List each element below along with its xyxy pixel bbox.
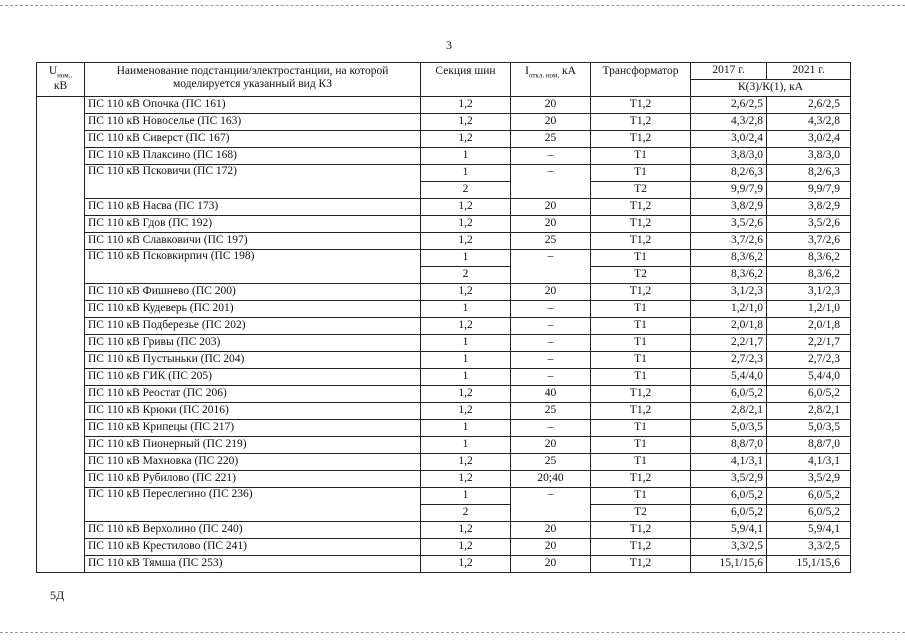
transformer: Т1: [591, 369, 691, 386]
breaking-current: 25: [511, 454, 591, 471]
breaking-current: 20: [511, 199, 591, 216]
header-transformer: Трансформатор: [591, 63, 691, 97]
value-2017: 2,8/2,1: [691, 403, 767, 420]
bus-section: 1: [421, 369, 511, 386]
table-row: [37, 148, 851, 165]
value-2017: 2,0/1,8: [691, 318, 767, 335]
value-2017: 15,1/15,6: [691, 556, 767, 573]
value-2021: 6,0/5,2: [767, 488, 851, 505]
header-year-2017: 2017 г.: [691, 63, 767, 80]
transformer: Т1,2: [591, 216, 691, 233]
bus-section: 1,2: [421, 522, 511, 539]
table-row: [37, 250, 851, 267]
bus-section: 1,2: [421, 539, 511, 556]
bus-section: 1: [421, 165, 511, 182]
breaking-current: –: [511, 420, 591, 437]
breaking-current: –: [511, 488, 591, 522]
substation-name: ПС 110 кВ Крюки (ПС 2016): [85, 403, 421, 420]
substation-name: ПС 110 кВ Славковичи (ПС 197): [85, 233, 421, 250]
value-2017: 5,4/4,0: [691, 369, 767, 386]
footer-code: 5Д: [50, 588, 65, 602]
substation-name: ПС 110 кВ Плаксино (ПС 168): [85, 148, 421, 165]
bus-section: 1: [421, 420, 511, 437]
substation-name: ПС 110 кВ Верхолино (ПС 240): [85, 522, 421, 539]
substation-name: ПС 110 кВ ГИК (ПС 205): [85, 369, 421, 386]
table-row: [37, 352, 851, 369]
table-row: [37, 131, 851, 148]
value-2017: 6,0/5,2: [691, 488, 767, 505]
table-row: [37, 165, 851, 182]
transformer: Т1: [591, 318, 691, 335]
value-2017: 4,3/2,8: [691, 114, 767, 131]
value-2017: 3,7/2,6: [691, 233, 767, 250]
substation-name: ПС 110 кВ Опочка (ПС 161): [85, 97, 421, 114]
value-2017: 3,5/2,9: [691, 471, 767, 488]
table-row: [37, 335, 851, 352]
table-row: [37, 556, 851, 573]
value-2017: 1,2/1,0: [691, 301, 767, 318]
table-row: [37, 454, 851, 471]
value-2017: 2,6/2,5: [691, 97, 767, 114]
value-2017: 6,0/5,2: [691, 386, 767, 403]
transformer: Т1: [591, 165, 691, 182]
bus-section: 1,2: [421, 131, 511, 148]
bus-section: 2: [421, 505, 511, 522]
breaking-current: –: [511, 369, 591, 386]
breaking-current: 25: [511, 131, 591, 148]
substation-name: ПС 110 кВ Махновка (ПС 220): [85, 454, 421, 471]
transformer: Т1,2: [591, 233, 691, 250]
value-2021: 5,0/3,5: [767, 420, 851, 437]
table-row: [37, 369, 851, 386]
value-2017: 8,3/6,2: [691, 267, 767, 284]
breaking-current: –: [511, 352, 591, 369]
value-2021: 3,1/2,3: [767, 284, 851, 301]
value-2021: 2,8/2,1: [767, 403, 851, 420]
bus-section: 1: [421, 335, 511, 352]
scan-edge-top: [0, 5, 905, 6]
table-row: [37, 233, 851, 250]
value-2017: 3,3/2,5: [691, 539, 767, 556]
value-2017: 3,5/2,6: [691, 216, 767, 233]
transformer: Т1: [591, 437, 691, 454]
breaking-current: 20: [511, 539, 591, 556]
table-row: [37, 97, 851, 114]
header-year-2021: 2021 г.: [767, 63, 851, 80]
short-circuit-table: [36, 62, 851, 573]
breaking-current: –: [511, 148, 591, 165]
value-2017: 2,2/1,7: [691, 335, 767, 352]
breaking-current: 20;40: [511, 471, 591, 488]
transformer: Т1: [591, 488, 691, 505]
breaking-current: 25: [511, 403, 591, 420]
value-2017: 5,0/3,5: [691, 420, 767, 437]
transformer: Т2: [591, 505, 691, 522]
substation-name: ПС 110 кВ Псковкирпич (ПС 198): [85, 250, 421, 284]
transformer: Т1,2: [591, 556, 691, 573]
value-2021: 4,3/2,8: [767, 114, 851, 131]
value-2021: 2,7/2,3: [767, 352, 851, 369]
value-2021: 9,9/7,9: [767, 182, 851, 199]
value-2017: 3,8/2,9: [691, 199, 767, 216]
transformer: Т1,2: [591, 522, 691, 539]
header-breaking-current: $I_{откл. ном,}$ кА: [511, 63, 591, 97]
value-2021: 8,2/6,3: [767, 165, 851, 182]
substation-name: ПС 110 кВ Крипецы (ПС 217): [85, 420, 421, 437]
bus-section: 1,2: [421, 454, 511, 471]
bus-section: 1,2: [421, 216, 511, 233]
page-number: 3: [446, 38, 452, 52]
bus-section: 1: [421, 148, 511, 165]
transformer: Т1,2: [591, 199, 691, 216]
value-2021: 3,5/2,9: [767, 471, 851, 488]
value-2017: 8,8/7,0: [691, 437, 767, 454]
scan-edge-bottom: [0, 632, 905, 633]
bus-section: 1,2: [421, 199, 511, 216]
breaking-current: –: [511, 165, 591, 199]
substation-name: ПС 110 кВ Реостат (ПС 206): [85, 386, 421, 403]
transformer: Т1,2: [591, 386, 691, 403]
transformer: Т1,2: [591, 471, 691, 488]
bus-section: 1,2: [421, 284, 511, 301]
transformer: Т1: [591, 250, 691, 267]
breaking-current: 20: [511, 556, 591, 573]
transformer: Т1: [591, 454, 691, 471]
transformer: Т1: [591, 301, 691, 318]
table-row: [37, 488, 851, 505]
value-2021: 3,8/3,0: [767, 148, 851, 165]
breaking-current: 20: [511, 97, 591, 114]
breaking-current: 20: [511, 522, 591, 539]
value-2021: 8,8/7,0: [767, 437, 851, 454]
value-2021: 3,8/2,9: [767, 199, 851, 216]
value-2021: 8,3/6,2: [767, 250, 851, 267]
substation-name: ПС 110 кВ Подберезье (ПС 202): [85, 318, 421, 335]
value-2021: 4,1/3,1: [767, 454, 851, 471]
value-2017: 2,7/2,3: [691, 352, 767, 369]
value-2017: 8,3/6,2: [691, 250, 767, 267]
value-2021: 3,0/2,4: [767, 131, 851, 148]
breaking-current: 20: [511, 284, 591, 301]
substation-name: ПС 110 кВ Гривы (ПС 203): [85, 335, 421, 352]
transformer: Т1,2: [591, 131, 691, 148]
substation-name: ПС 110 кВ Гдов (ПС 192): [85, 216, 421, 233]
transformer: Т1: [591, 420, 691, 437]
transformer: Т1,2: [591, 114, 691, 131]
table-body: [37, 97, 851, 573]
breaking-current: 20: [511, 114, 591, 131]
transformer: Т2: [591, 267, 691, 284]
transformer: Т1,2: [591, 97, 691, 114]
bus-section: 1: [421, 488, 511, 505]
breaking-current: –: [511, 335, 591, 352]
value-2021: 5,4/4,0: [767, 369, 851, 386]
value-2017: 9,9/7,9: [691, 182, 767, 199]
breaking-current: 20: [511, 216, 591, 233]
substation-name: ПС 110 кВ Фишнево (ПС 200): [85, 284, 421, 301]
bus-section: 1: [421, 250, 511, 267]
substation-name: ПС 110 кВ Тямша (ПС 253): [85, 556, 421, 573]
bus-section: 1: [421, 301, 511, 318]
bus-section: 1,2: [421, 233, 511, 250]
transformer: Т2: [591, 182, 691, 199]
breaking-current: –: [511, 250, 591, 284]
table-row: [37, 539, 851, 556]
value-2017: 8,2/6,3: [691, 165, 767, 182]
substation-name: ПС 110 кВ Насва (ПС 173): [85, 199, 421, 216]
table-row: [37, 114, 851, 131]
bus-section: 1,2: [421, 114, 511, 131]
value-2021: 3,3/2,5: [767, 539, 851, 556]
bus-section: 1,2: [421, 471, 511, 488]
substation-name: ПС 110 кВ Псковичи (ПС 172): [85, 165, 421, 199]
transformer: Т1,2: [591, 403, 691, 420]
table-row: [37, 437, 851, 454]
value-2021: 6,0/5,2: [767, 505, 851, 522]
header-values-unit: К(3)/К(1), кА: [691, 80, 851, 97]
table-row: [37, 199, 851, 216]
value-2017: 3,8/3,0: [691, 148, 767, 165]
value-2017: 5,9/4,1: [691, 522, 767, 539]
transformer: Т1: [591, 148, 691, 165]
transformer: Т1,2: [591, 284, 691, 301]
breaking-current: –: [511, 318, 591, 335]
table-row: [37, 216, 851, 233]
value-2021: 1,2/1,0: [767, 301, 851, 318]
table-row: [37, 403, 851, 420]
voltage-cell: [37, 97, 85, 573]
table-row: [37, 301, 851, 318]
table-row: [37, 420, 851, 437]
substation-name: ПС 110 кВ Пионерный (ПС 219): [85, 437, 421, 454]
bus-section: 2: [421, 182, 511, 199]
value-2021: 15,1/15,6: [767, 556, 851, 573]
substation-name: ПС 110 кВ Переслегино (ПС 236): [85, 488, 421, 522]
value-2017: 6,0/5,2: [691, 505, 767, 522]
breaking-current: 25: [511, 233, 591, 250]
value-2021: 3,7/2,6: [767, 233, 851, 250]
value-2021: 8,3/6,2: [767, 267, 851, 284]
bus-section: 1,2: [421, 556, 511, 573]
transformer: Т1: [591, 335, 691, 352]
breaking-current: 40: [511, 386, 591, 403]
value-2017: 3,1/2,3: [691, 284, 767, 301]
bus-section: 1,2: [421, 318, 511, 335]
value-2021: 6,0/5,2: [767, 386, 851, 403]
bus-section: 2: [421, 267, 511, 284]
substation-name: ПС 110 кВ Крестилово (ПС 241): [85, 539, 421, 556]
bus-section: 1: [421, 437, 511, 454]
header-u-nom: $U_{ном.,}$ кВ: [37, 63, 85, 97]
value-2021: 2,6/2,5: [767, 97, 851, 114]
value-2021: 5,9/4,1: [767, 522, 851, 539]
table-row: [37, 318, 851, 335]
value-2021: 3,5/2,6: [767, 216, 851, 233]
substation-name: ПС 110 кВ Сиверст (ПС 167): [85, 131, 421, 148]
bus-section: 1,2: [421, 386, 511, 403]
value-2017: 4,1/3,1: [691, 454, 767, 471]
breaking-current: 20: [511, 437, 591, 454]
value-2021: 2,0/1,8: [767, 318, 851, 335]
substation-name: ПС 110 кВ Кудеверь (ПС 201): [85, 301, 421, 318]
value-2017: 3,0/2,4: [691, 131, 767, 148]
substation-name: ПС 110 кВ Пустыньки (ПС 204): [85, 352, 421, 369]
transformer: Т1,2: [591, 539, 691, 556]
header-bus-section: Секция шин: [421, 63, 511, 97]
value-2021: 2,2/1,7: [767, 335, 851, 352]
bus-section: 1,2: [421, 403, 511, 420]
breaking-current: –: [511, 301, 591, 318]
header-substation-name: Наименование подстанции/электростанции, на которой моделируется указанный вид КЗ: [85, 63, 421, 97]
table-row: [37, 522, 851, 539]
table-row: [37, 471, 851, 488]
substation-name: ПС 110 кВ Новоселье (ПС 163): [85, 114, 421, 131]
bus-section: 1: [421, 352, 511, 369]
bus-section: 1,2: [421, 97, 511, 114]
transformer: Т1: [591, 352, 691, 369]
table-row: [37, 284, 851, 301]
substation-name: ПС 110 кВ Рубилово (ПС 221): [85, 471, 421, 488]
table-row: [37, 386, 851, 403]
